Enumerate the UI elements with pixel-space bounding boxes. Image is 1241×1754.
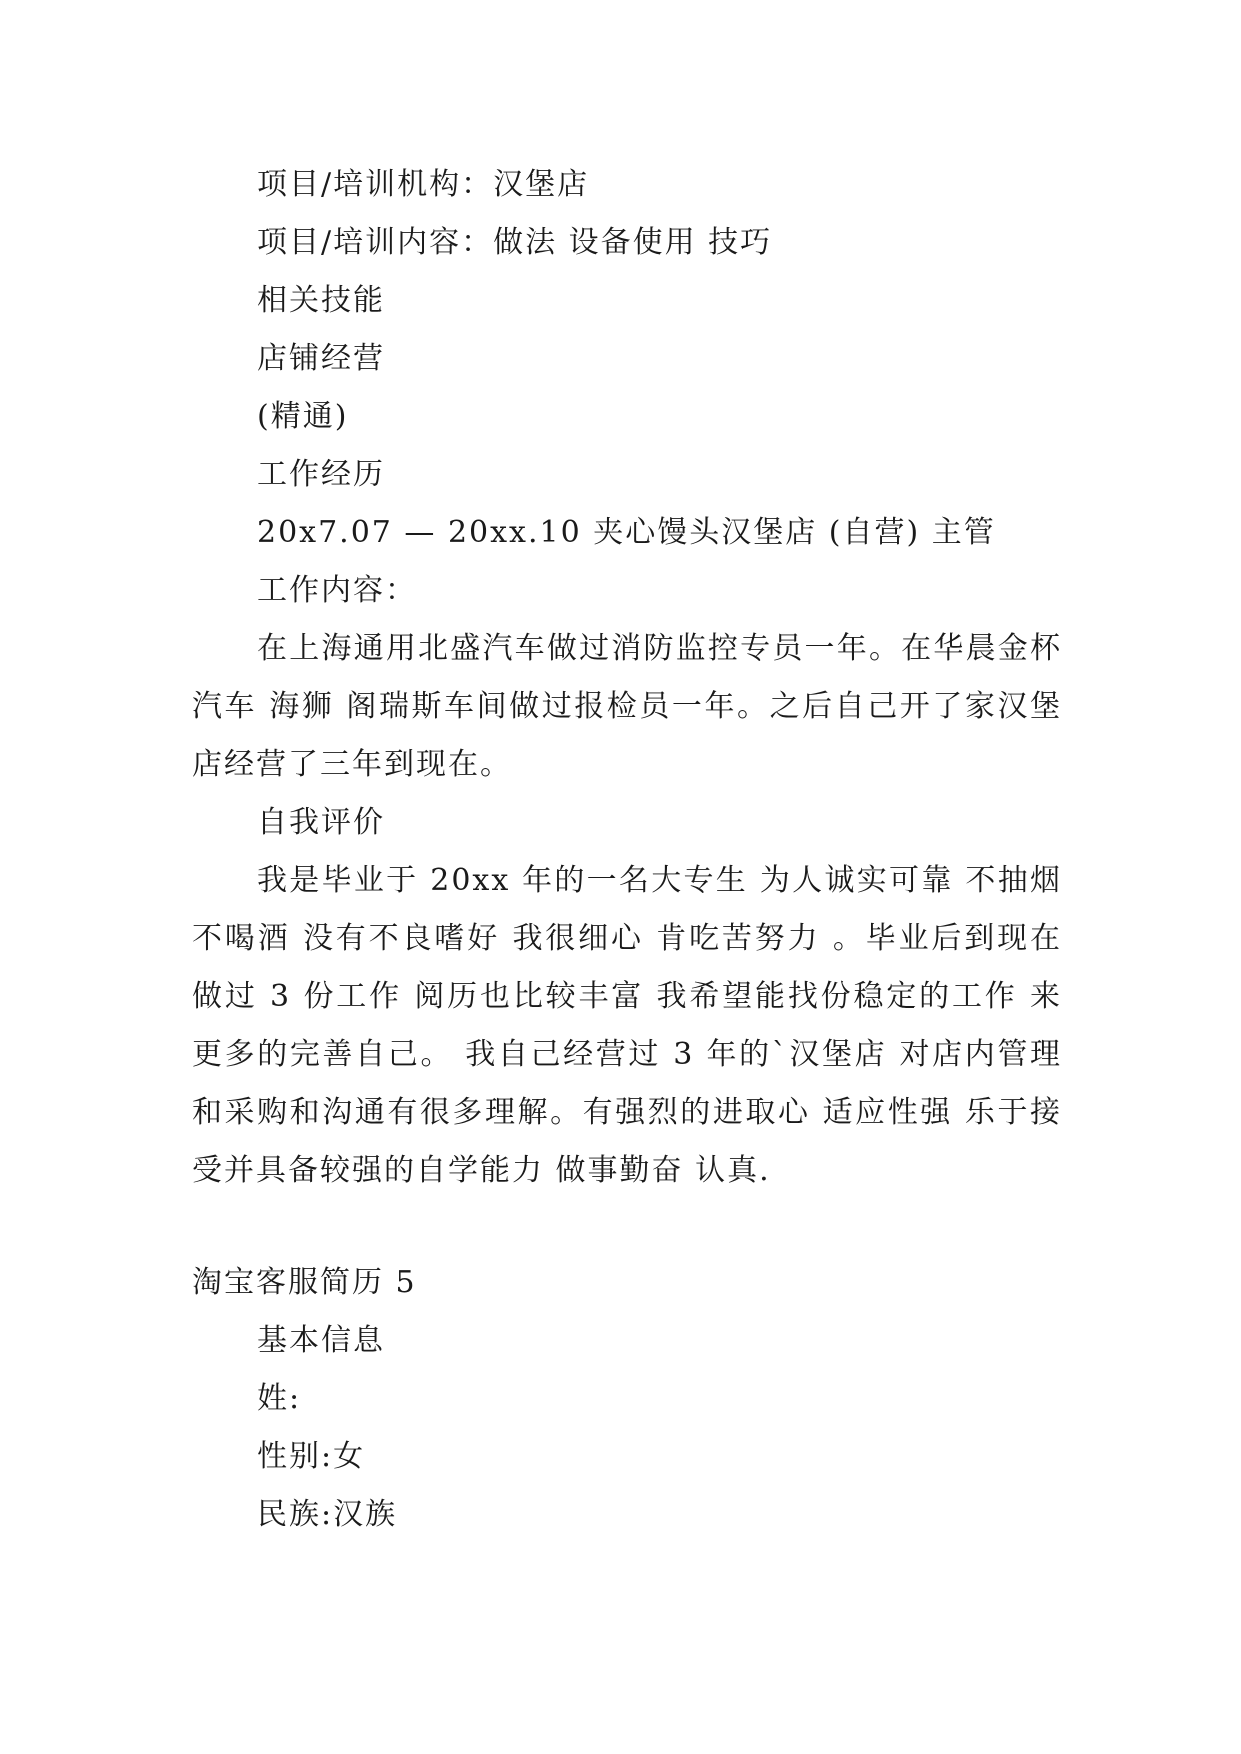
name-label: 姓:: [257, 1381, 302, 1416]
work-content-label: 工作内容：: [257, 573, 417, 608]
training-content: 项目/培训内容：做法 设备使用 技巧: [257, 225, 773, 260]
self-eval-heading: 自我评价: [257, 805, 385, 840]
work-period-line: 20x7.07 — 20xx.10 夹心馒头汉堡店 (自营) 主管: [257, 515, 996, 550]
skill-level: (精通): [257, 399, 349, 434]
gender-field: 性别:女: [257, 1439, 366, 1474]
resume-title: 淘宝客服简历 5: [192, 1265, 417, 1300]
skills-heading: 相关技能: [257, 283, 385, 318]
work-content-text: 在上海通用北盛汽车做过消防监控专员一年。在华晨金杯汽车 海狮 阁瑞斯车间做过报检员一年。之后自己开了家汉堡店经营了三年到现在。: [192, 631, 1062, 782]
ethnicity-field: 民族:汉族: [257, 1497, 398, 1532]
work-heading: 工作经历: [257, 457, 385, 492]
self-eval-text: 我是毕业于 20xx 年的一名大专生 为人诚实可靠 不抽烟不喝酒 没有不良嗜好 我很细心 肯吃苦努力 。毕业后到现在做过 3 份工作 阅历也比较丰富 我希望能找份稳定的工作 来更多的完善自己。 我自己经营过 3 年的`汉堡店 对店内管理和采购和沟通有很多理解。有强烈的进取心 适应性强 乐于接受并具备较强的自学能力 做事勤奋 认真.: [192, 863, 1062, 1188]
skill-name: 店铺经营: [257, 341, 385, 376]
training-institution: 项目/培训机构：汉堡店: [257, 167, 590, 202]
basic-info-heading: 基本信息: [257, 1323, 385, 1358]
